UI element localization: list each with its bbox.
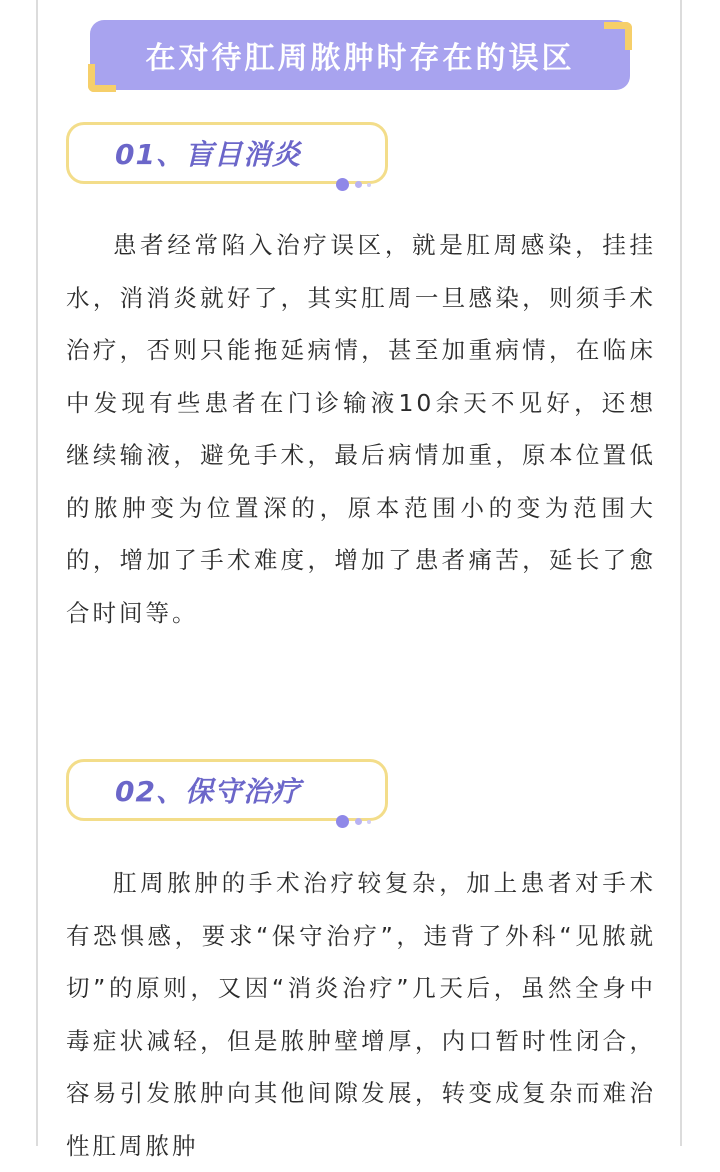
corner-decoration-top-right — [604, 22, 632, 50]
dot-small — [367, 820, 371, 824]
section-heading-02 — [66, 759, 388, 821]
section-heading-01 — [66, 122, 388, 184]
dot-large — [336, 815, 349, 828]
dots-decoration — [336, 815, 371, 828]
corner-decoration-bottom-left — [88, 64, 116, 92]
banner-title: 在对待肛周脓肿时存在的误区 — [145, 41, 575, 76]
title-banner — [90, 20, 630, 90]
section-label: 02、保守治疗 — [115, 775, 301, 808]
dot-medium — [355, 818, 362, 825]
section-label: 01、盲目消炎 — [115, 138, 301, 171]
dots-decoration — [336, 178, 371, 191]
dot-medium — [355, 181, 362, 188]
banner-background — [90, 20, 630, 90]
section-paragraph-02: 肛周脓肿的手术治疗较复杂，加上患者对手术有恐惧感，要求“保守治疗”，违背了外科“见脓就切”的原则，又因“消炎治疗”几天后，虽然全身中毒症状减轻，但是脓肿壁增厚，内口暂时性闭合，容易引发脓肿向其他间隙发展，转变成复杂而难治性肛周脓肿 — [66, 869, 656, 1160]
section-paragraph-01: 患者经常陷入治疗误区，就是肛周感染，挂挂水，消消炎就好了，其实肛周一旦感染，则须手术治疗，否则只能拖延病情，甚至加重病情，在临床中发现有些患者在门诊输液10余天不见好，还想继续输液，避免手术，最后病情加重，原本位置低的脓肿变为位置深的，原本范围小的变为范围大的，增加了手术难度，增加了患者痛苦，延长了愈合时间等。 — [66, 231, 656, 627]
dot-small — [367, 183, 371, 187]
dot-large — [336, 178, 349, 191]
